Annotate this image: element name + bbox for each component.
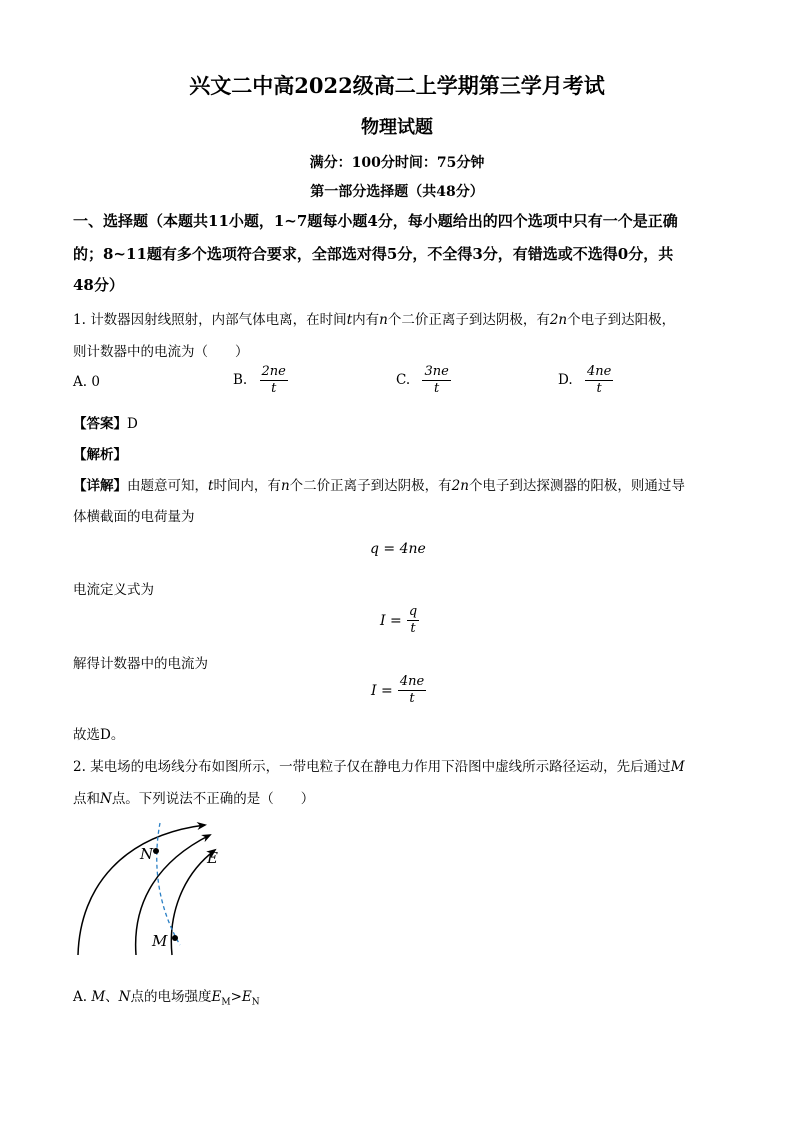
q1-stem-line2: 则计数器中的电流为（ ） xyxy=(73,344,249,360)
q1-stem-text-d: 个电子到达阳极， xyxy=(567,312,676,328)
q2-option-a-m: M xyxy=(91,989,106,1005)
q1-eq3-numerator: 4ne xyxy=(399,674,425,689)
q1-answer-tag: 【答案】 xyxy=(73,416,127,432)
q1-detail-var-t: t xyxy=(208,478,214,494)
q1-option-c xyxy=(396,364,451,397)
q1-option-a-label: A. xyxy=(73,374,88,390)
q2-option-a-text: 点的电场强度 xyxy=(130,989,212,1005)
q1-option-b-denominator: t xyxy=(271,381,277,396)
q2-option-a-sub2: N xyxy=(251,997,260,1008)
q1-definition-text: 电流定义式为 xyxy=(73,582,154,598)
q1-option-b-label: B. xyxy=(233,372,248,388)
section-instruction-line1: 一、选择题（本题共11小题，1~7题每小题4分，每小题给出的四个选项中只有一个是正确 xyxy=(73,212,678,230)
page-title: 兴文二中高2022级高二上学期第三学月考试 xyxy=(189,73,605,98)
q1-option-b-fraction xyxy=(260,364,288,397)
q2-option-a-e2: E xyxy=(241,989,252,1005)
q2-stem-line1 xyxy=(73,755,685,775)
q1-option-a-value: 0 xyxy=(91,374,100,390)
q1-eq2-left: I = xyxy=(380,613,402,629)
q1-conclusion: 故选D。 xyxy=(73,727,125,743)
q1-solve-text: 解得计数器中的电流为 xyxy=(73,656,208,672)
q1-answer-value: D xyxy=(127,416,138,432)
exam-info: 满分：100分时间：75分钟 xyxy=(309,155,485,171)
q1-stem-text-a: 计数器因射线照射，内部气体电离，在时间 xyxy=(90,312,347,328)
q1-option-c-label: C. xyxy=(396,372,411,388)
q1-stem-text-b: 内有 xyxy=(352,312,380,328)
q1-detail-var-n: n xyxy=(280,478,290,494)
q1-option-d xyxy=(558,364,613,397)
q1-option-c-fraction xyxy=(422,364,450,397)
label-n: N xyxy=(140,845,154,863)
point-m-dot xyxy=(172,935,178,941)
q1-eq3-left: I = xyxy=(371,683,393,699)
q2-stem-text-b: 点和 xyxy=(73,791,100,807)
label-e: E xyxy=(207,849,218,867)
subject-title: 物理试题 xyxy=(361,117,433,138)
q1-detail-text-b: 时间内，有 xyxy=(213,478,281,494)
q2-option-a-e1: E xyxy=(211,989,222,1005)
label-m: M xyxy=(152,932,168,950)
q1-detail-text-c: 个二价正离子到达阴极，有 xyxy=(289,478,452,494)
q1-answer xyxy=(73,412,138,432)
part-title: 第一部分选择题（共48分） xyxy=(310,184,484,200)
q2-option-a-sub1: M xyxy=(221,997,231,1008)
q2-var-m: M xyxy=(670,759,685,775)
q1-eq2-denominator: t xyxy=(410,621,416,636)
q1-option-c-denominator: t xyxy=(433,381,440,396)
q1-equation-definition xyxy=(380,604,419,637)
q1-var-2n: 2n xyxy=(549,312,568,328)
q1-detail-var-2n: 2n xyxy=(451,478,469,494)
q1-detail-text-a: 由题意可知， xyxy=(127,478,208,494)
q1-detail-line1 xyxy=(73,474,685,494)
q1-eq2-fraction xyxy=(407,604,419,637)
q1-option-d-numerator: 4ne xyxy=(586,364,612,379)
q2-var-n: N xyxy=(100,791,112,807)
q2-option-a-n: N xyxy=(118,989,131,1005)
q1-option-c-numerator: 3ne xyxy=(424,364,449,379)
section-instruction-line3: 48分） xyxy=(73,276,124,294)
q2-option-a-label: A. xyxy=(73,989,88,1005)
q2-stem-text-a: 某电场的电场线分布如图所示，一带电粒子仅在静电力作用下沿图中虚线所示路径运动，先后通过 xyxy=(90,759,671,775)
q1-detail-line2: 体横截面的电荷量为 xyxy=(73,509,195,525)
q2-option-a xyxy=(73,985,260,1008)
q2-stem-text-c: 点。下列说法不正确的是（ ） xyxy=(111,791,315,807)
q1-option-d-fraction xyxy=(585,364,613,397)
q1-var-t: t xyxy=(346,312,353,328)
q1-eq2-numerator: q xyxy=(408,604,418,619)
q1-eq3-fraction xyxy=(398,674,426,707)
q2-field-diagram xyxy=(70,815,240,960)
q1-number: 1. xyxy=(73,312,86,328)
q2-number: 2. xyxy=(73,759,86,775)
q2-option-a-gt: > xyxy=(230,989,242,1005)
q1-detail-text-d: 个电子到达探测器的阳极，则通过导 xyxy=(468,478,685,494)
q1-stem-line1 xyxy=(73,308,675,328)
q1-option-d-denominator: t xyxy=(596,381,602,396)
q1-option-b-numerator: 2ne xyxy=(261,364,286,379)
q2-stem-line2 xyxy=(73,787,314,807)
q1-detail-tag: 【详解】 xyxy=(73,478,127,494)
q1-option-a xyxy=(73,374,100,390)
particle-path xyxy=(157,823,180,945)
q1-eq3-denominator: t xyxy=(409,691,415,706)
q1-equation-charge: q = 4ne xyxy=(370,541,426,557)
q1-equation-result xyxy=(371,674,426,707)
q1-stem-text-c: 个二价正离子到达阴极，有 xyxy=(387,312,550,328)
q2-option-a-sep: 、 xyxy=(105,989,119,1005)
q1-analysis-tag: 【解析】 xyxy=(73,447,127,463)
q1-option-d-label: D. xyxy=(558,372,573,388)
point-n-dot xyxy=(153,848,159,854)
section-instruction-line2: 的；8~11题有多个选项符合要求，全部选对得5分，不全得3分，有错选或不选得0分，共 xyxy=(73,245,674,263)
q1-var-n: n xyxy=(379,312,388,328)
q1-option-b xyxy=(233,364,288,397)
